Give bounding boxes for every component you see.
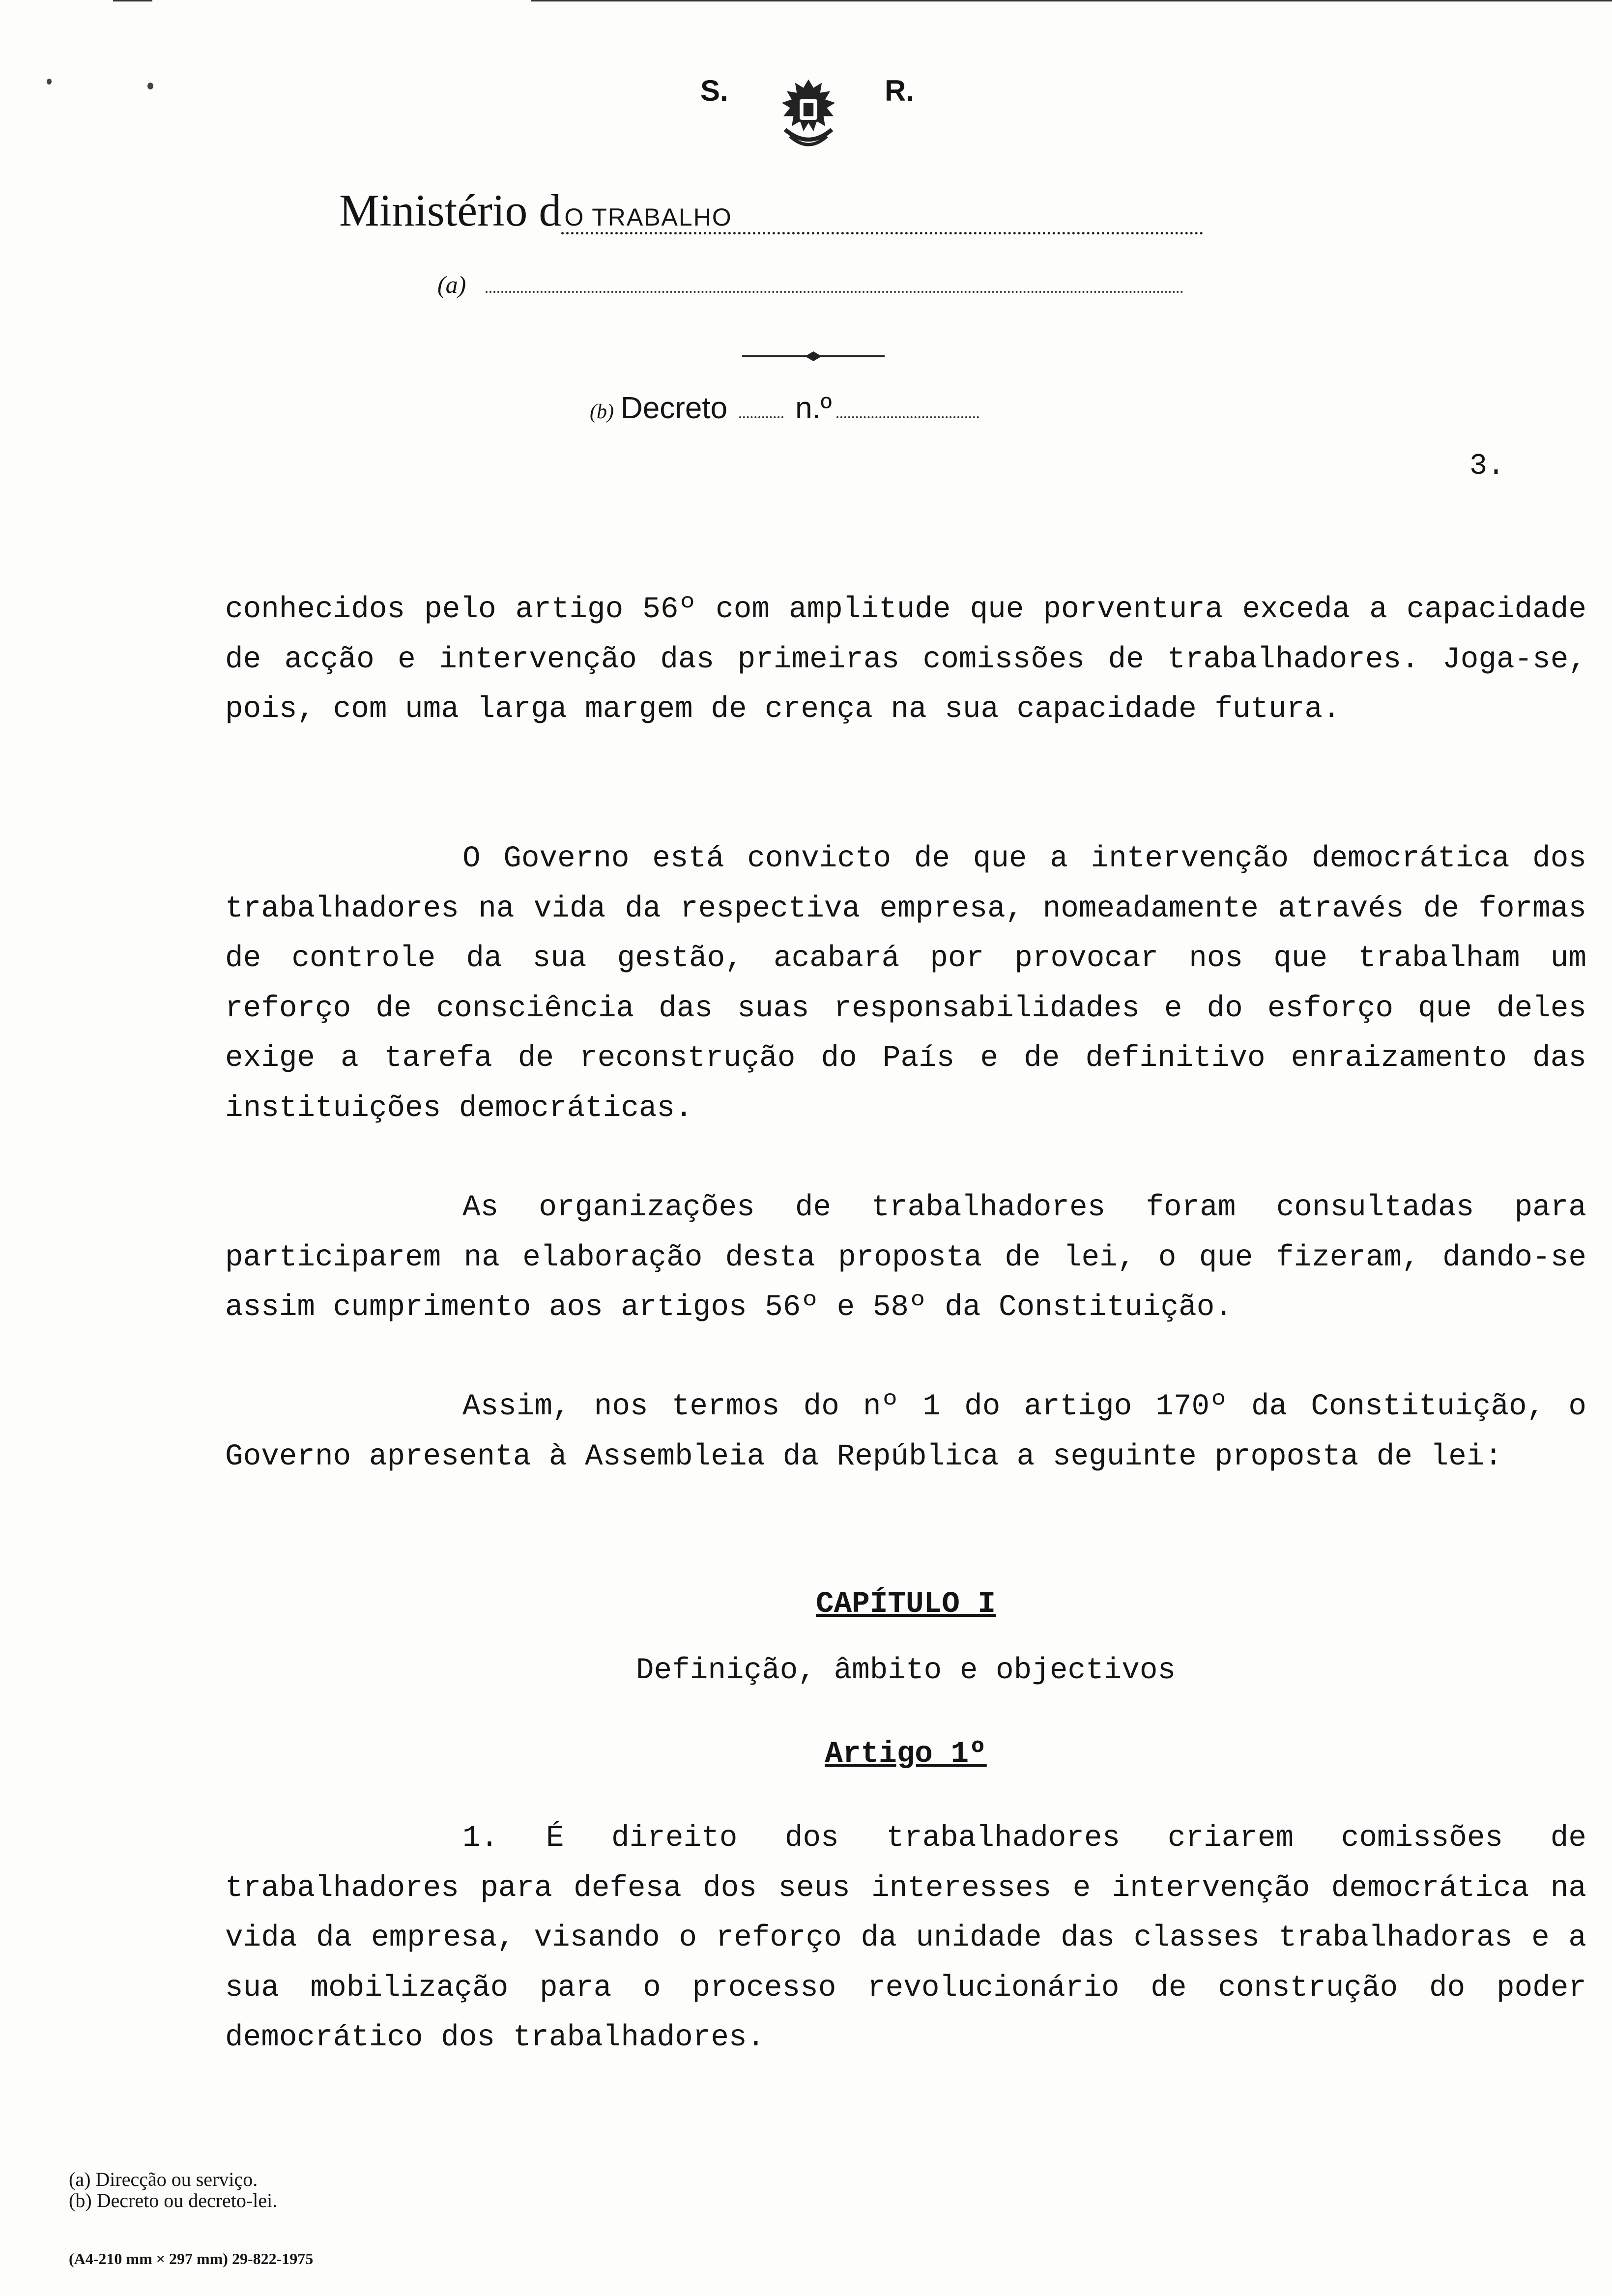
- chapter-subtitle: Definição, âmbito e objectivos: [635, 1654, 1176, 1688]
- paragraph-text: O Governo está convicto de que a intervenção democrática dos trabalhadores na vida da respectiva empresa, nomeadamente através de formas de controle da sua gestão, acabará por provocar nos que trabalham um reforço de consciência das suas responsabilidades e do esforço que deles exige a tarefa de reconstrução do País e de definitivo enraizamento das instituições democráticas.: [225, 842, 1586, 1125]
- top-rule-fragment: [113, 0, 152, 1]
- chapter-title: [225, 1587, 1586, 1621]
- footnote-a: (a) Direcção ou serviço.: [69, 2168, 258, 2190]
- ministry-heading: [339, 184, 1203, 236]
- decree-number-blank: [836, 416, 979, 418]
- paragraph-text: As organizações de trabalhadores foram consultadas para participarem na elaboração desta proposta de lei, o que fizeram, dando-se assim cumprimento aos artigos 56º e 58º da Constituição.: [225, 1191, 1586, 1324]
- paragraph-text: Assim, nos termos do nº 1 do artigo 170º da Constituição, o Governo apresenta à Assembleia da República a seguinte proposta de lei:: [225, 1390, 1586, 1474]
- footnote-b: (b) Decreto ou decreto-lei.: [69, 2189, 278, 2211]
- article-title-text: Artigo 1º: [825, 1737, 987, 1771]
- stray-mark: [47, 79, 52, 85]
- article-1-paragraph: [225, 1813, 1586, 2063]
- paragraph-text: 1. É direito dos trabalhadores criarem comissões de trabalhadores para defesa dos seus interesses e intervenção democrática na vida da empresa, visando o reforço da unidade das classes trabalhadoras e a sua mobilização para o processo revolucionário de construção do poder democrático dos trabalhadores.: [225, 1821, 1586, 2055]
- paragraph-text: conhecidos pelo artigo 56º com amplitude que porventura exceda a capacidade de acção e intervenção das primeiras comissões de trabalhadores. Joga-se, pois, com uma larga margem de crença na sua capacidade futura.: [225, 593, 1586, 726]
- stray-mark: [147, 83, 153, 89]
- decree-number-label: n.º: [795, 391, 832, 425]
- decree-word: Decreto: [620, 391, 728, 425]
- decree-marker: (b): [590, 401, 614, 423]
- field-a-label: (a): [437, 271, 466, 298]
- paragraph-4: [225, 1382, 1586, 1482]
- paragraph-1: [225, 585, 1586, 735]
- direction-field: [437, 270, 1183, 299]
- top-rule: [531, 0, 1612, 1]
- header-letter-s: S.: [700, 74, 728, 107]
- coat-of-arms-icon: [767, 73, 850, 156]
- paragraph-3: [225, 1183, 1586, 1333]
- page-number: 3.: [1469, 450, 1505, 483]
- header-letter-r: R.: [885, 74, 914, 107]
- paragraph-2: [225, 834, 1586, 1133]
- decree-line: [590, 391, 979, 426]
- form-code: (A4-210 mm × 297 mm) 29-822-1975: [69, 2250, 314, 2267]
- field-a-blank: [486, 271, 1183, 293]
- ornament-divider-icon: [742, 346, 885, 366]
- chapter-title-text: CAPÍTULO I: [815, 1587, 996, 1621]
- decree-type-blank: [739, 416, 783, 418]
- article-title: [225, 1737, 1586, 1771]
- ministry-name-field: O TRABALHO: [561, 202, 1203, 234]
- ministry-prefix: Ministério d: [339, 185, 562, 235]
